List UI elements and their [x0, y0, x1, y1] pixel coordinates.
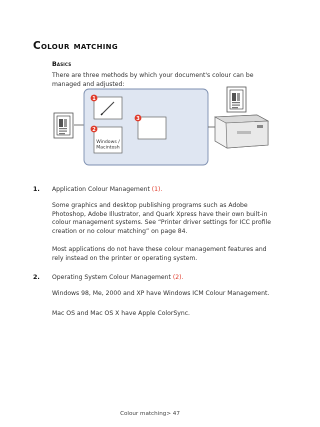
- item-number-1: 1.: [33, 186, 40, 193]
- svg-text:3: 3: [136, 116, 140, 123]
- page-footer: Colour matching> 47: [120, 411, 180, 417]
- operating-system-box: [94, 127, 122, 153]
- printer-driver-box: [138, 117, 166, 139]
- intro-paragraph: There are three methods by which your document's colour can be managed and adjusted:: [52, 72, 254, 88]
- item-2-paragraph-1: Windows 98, Me, 2000 and XP have Windows ICM Colour Management.: [52, 290, 270, 297]
- item-number-2: 2.: [33, 274, 40, 281]
- svg-text:Macintosh: Macintosh: [96, 145, 120, 151]
- item-1-reference: (1).: [151, 186, 163, 193]
- item-1-paragraph-1: Some graphics and desktop publishing programs such as Adobe Photoshop, Adobe Illustrator, and Quark Xpress have their own built-in colour management systems. See “Printer driver settings for ICC profile creation or no colour matching” on page 84.: [52, 202, 272, 235]
- printed-document-icon: [227, 87, 246, 112]
- item-1-heading-text: Application Colour Management: [52, 186, 152, 193]
- section-heading-basics: Basics: [52, 61, 72, 68]
- item-2-heading-text: Operating System Colour Management: [52, 274, 173, 281]
- printer-icon: [208, 115, 268, 148]
- page-title: Colour matching: [33, 40, 118, 52]
- application-box: [94, 97, 122, 119]
- source-document-icon: [54, 113, 73, 138]
- item-2-paragraph-2: Mac OS and Mac OS X have Apple ColorSync.: [52, 310, 190, 317]
- item-2-reference: (2).: [172, 274, 184, 281]
- item-1-heading: [52, 186, 272, 195]
- item-1-paragraph-2: Most applications do not have these colour management features and rely instead on the printer or operating system.: [52, 246, 267, 262]
- colour-management-diagram: [52, 85, 272, 169]
- svg-text:1: 1: [92, 96, 96, 103]
- svg-text:Windows /: Windows /: [96, 140, 120, 145]
- svg-text:2: 2: [92, 127, 96, 134]
- item-2-heading: [52, 274, 272, 283]
